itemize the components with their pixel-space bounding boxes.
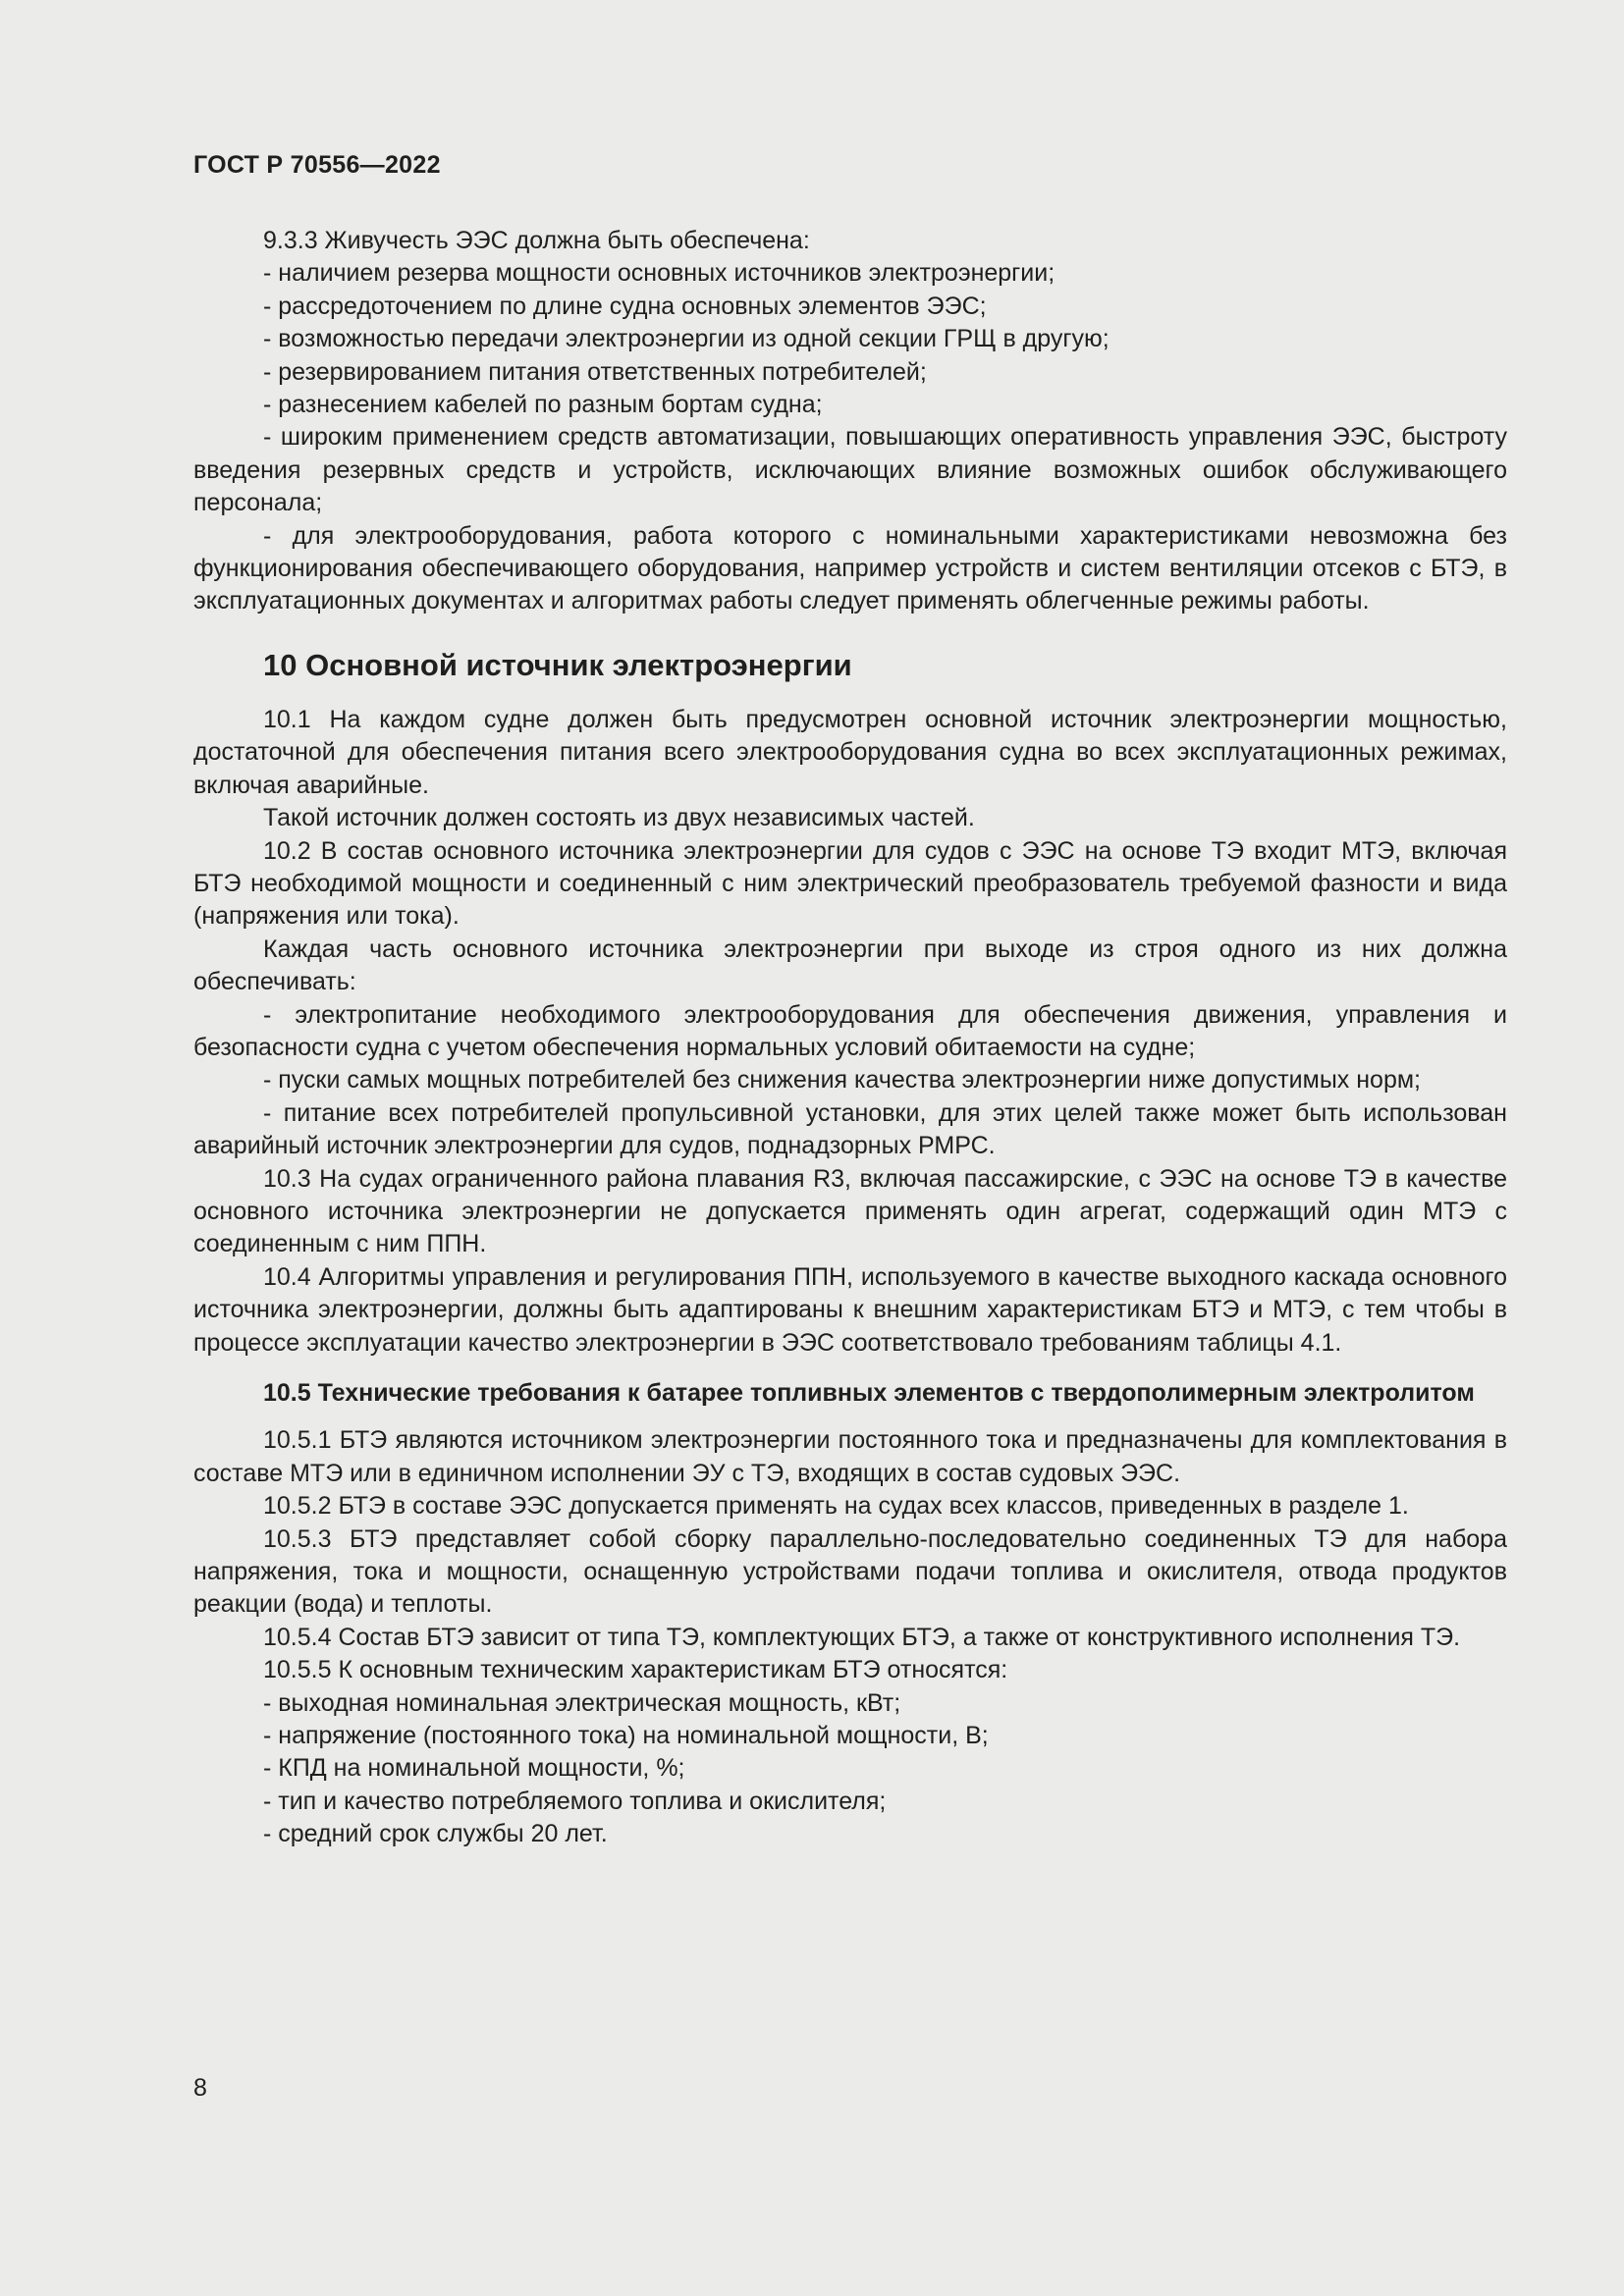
list-item: - электропитание необходимого электрооборудования для обеспечения движения, управления и безопасности судна с учетом обеспечения нормальных условий обитаемости на судне; — [193, 1000, 1507, 1061]
paragraph: Такой источник должен состоять из двух независимых частей. — [263, 804, 975, 832]
section-title: 10 Основной источник электроэнергии — [263, 647, 852, 682]
paragraph: 10.5.4 Состав БТЭ зависит от типа ТЭ, комплектующих БТЭ, а также от конструктивного исполнения ТЭ. — [263, 1623, 1461, 1651]
page-content — [193, 225, 1507, 1851]
paragraph: 10.5.3 БТЭ представляет собой сборку параллельно-последовательно соединенных ТЭ для набора напряжения, тока и мощности, оснащенную устройствами подачи топлива и окислителя, отвода продуктов реакции (вода) и теплоты. — [193, 1524, 1507, 1619]
paragraph: 10.4 Алгоритмы управления и регулирования ППН, используемого в качестве выходного каскада основного источника электроэнергии, должны быть адаптированы к внешним характеристикам БТЭ и МТЭ, с тем чтобы в процессе эксплуатации качество электроэнергии в ЭЭС соответствовало требованиям таблицы 4.1. — [193, 1262, 1507, 1357]
subsection-title: 10.5 Технические требования к батарее топливных элементов с твердополимерным электролитом — [263, 1379, 1475, 1407]
list-item: - выходная номинальная электрическая мощность, кВт; — [263, 1688, 901, 1717]
list-item: - тип и качество потребляемого топлива и окислителя; — [263, 1787, 887, 1815]
list-item: - КПД на номинальной мощности, %; — [263, 1754, 685, 1783]
block-9-3-3 — [193, 225, 1507, 618]
page-number: 8 — [193, 2074, 207, 2102]
list-item: - рассредоточением по длине судна основных элементов ЭЭС; — [263, 292, 987, 320]
list-item: - разнесением кабелей по разным бортам судна; — [263, 391, 823, 419]
document-header: ГОСТ Р 70556—2022 — [193, 151, 441, 179]
paragraph: 10.5.1 БТЭ являются источником электроэнергии постоянного тока и предназначены для комплектования в составе МТЭ или в единичном исполнении ЭУ с ТЭ, входящих в состав судовых ЭЭС. — [193, 1426, 1507, 1487]
list-item: - напряжение (постоянного тока) на номинальной мощности, В; — [263, 1722, 989, 1750]
list-item: - наличием резерва мощности основных источников электроэнергии; — [263, 259, 1056, 288]
block-10 — [193, 704, 1507, 1360]
paragraph: 10.1 На каждом судне должен быть предусмотрен основной источник электроэнергии мощностью, достаточной для обеспечения питания всего электрооборудования судна во всех эксплуатационных режимах, включая аварийные. — [193, 705, 1507, 799]
paragraph: 10.3 На судах ограниченного района плавания R3, включая пассажирские, с ЭЭС на основе ТЭ в качестве основного источника электроэнергии не допускается применять один агрегат, содержащий один МТЭ с соединенным с ним ППН. — [193, 1164, 1507, 1258]
list-item: - широким применением средств автоматизации, повышающих оперативность управления ЭЭС, быстроту введения резервных средств и устройств, исключающих влияние возможных ошибок обслуживающего персонала; — [193, 423, 1507, 517]
block-10-5 — [193, 1424, 1507, 1850]
list-item: - для электрооборудования, работа которого с номинальными характеристиками невозможна без функционирования обеспечивающего оборудования, например устройств и систем вентиляции отсеков с БТЭ, в эксплуатационных документах и алгоритмах работы следует применять облегченные режимы работы. — [193, 521, 1507, 615]
list-item: - пуски самых мощных потребителей без снижения качества электроэнергии ниже допустимых норм; — [263, 1066, 1421, 1095]
paragraph: 9.3.3 Живучесть ЭЭС должна быть обеспечена: — [263, 227, 810, 254]
list-item: - средний срок службы 20 лет. — [263, 1820, 608, 1848]
list-item: - резервированием питания ответственных потребителей; — [263, 357, 927, 386]
list-item: - возможностью передачи электроэнергии из одной секции ГРЩ в другую; — [263, 325, 1110, 353]
paragraph: Каждая часть основного источника электроэнергии при выходе из строя одного из них должна обеспечивать: — [193, 934, 1507, 996]
paragraph: 10.5.2 БТЭ в составе ЭЭС допускается применять на судах всех классов, приведенных в разделе 1. — [263, 1492, 1409, 1521]
paragraph: 10.2 В состав основного источника электроэнергии для судов с ЭЭС на основе ТЭ входит МТЭ, включая БТЭ необходимой мощности и соединенный с ним электрический преобразователь требуемой фазности и вида (напряжения или тока). — [193, 836, 1507, 931]
paragraph: 10.5.5 К основным техническим характеристикам БТЭ относятся: — [263, 1656, 1008, 1684]
list-item: - питание всех потребителей пропульсивной установки, для этих целей также может быть использован аварийный источник электроэнергии для судов, поднадзорных РМРС. — [193, 1098, 1507, 1160]
